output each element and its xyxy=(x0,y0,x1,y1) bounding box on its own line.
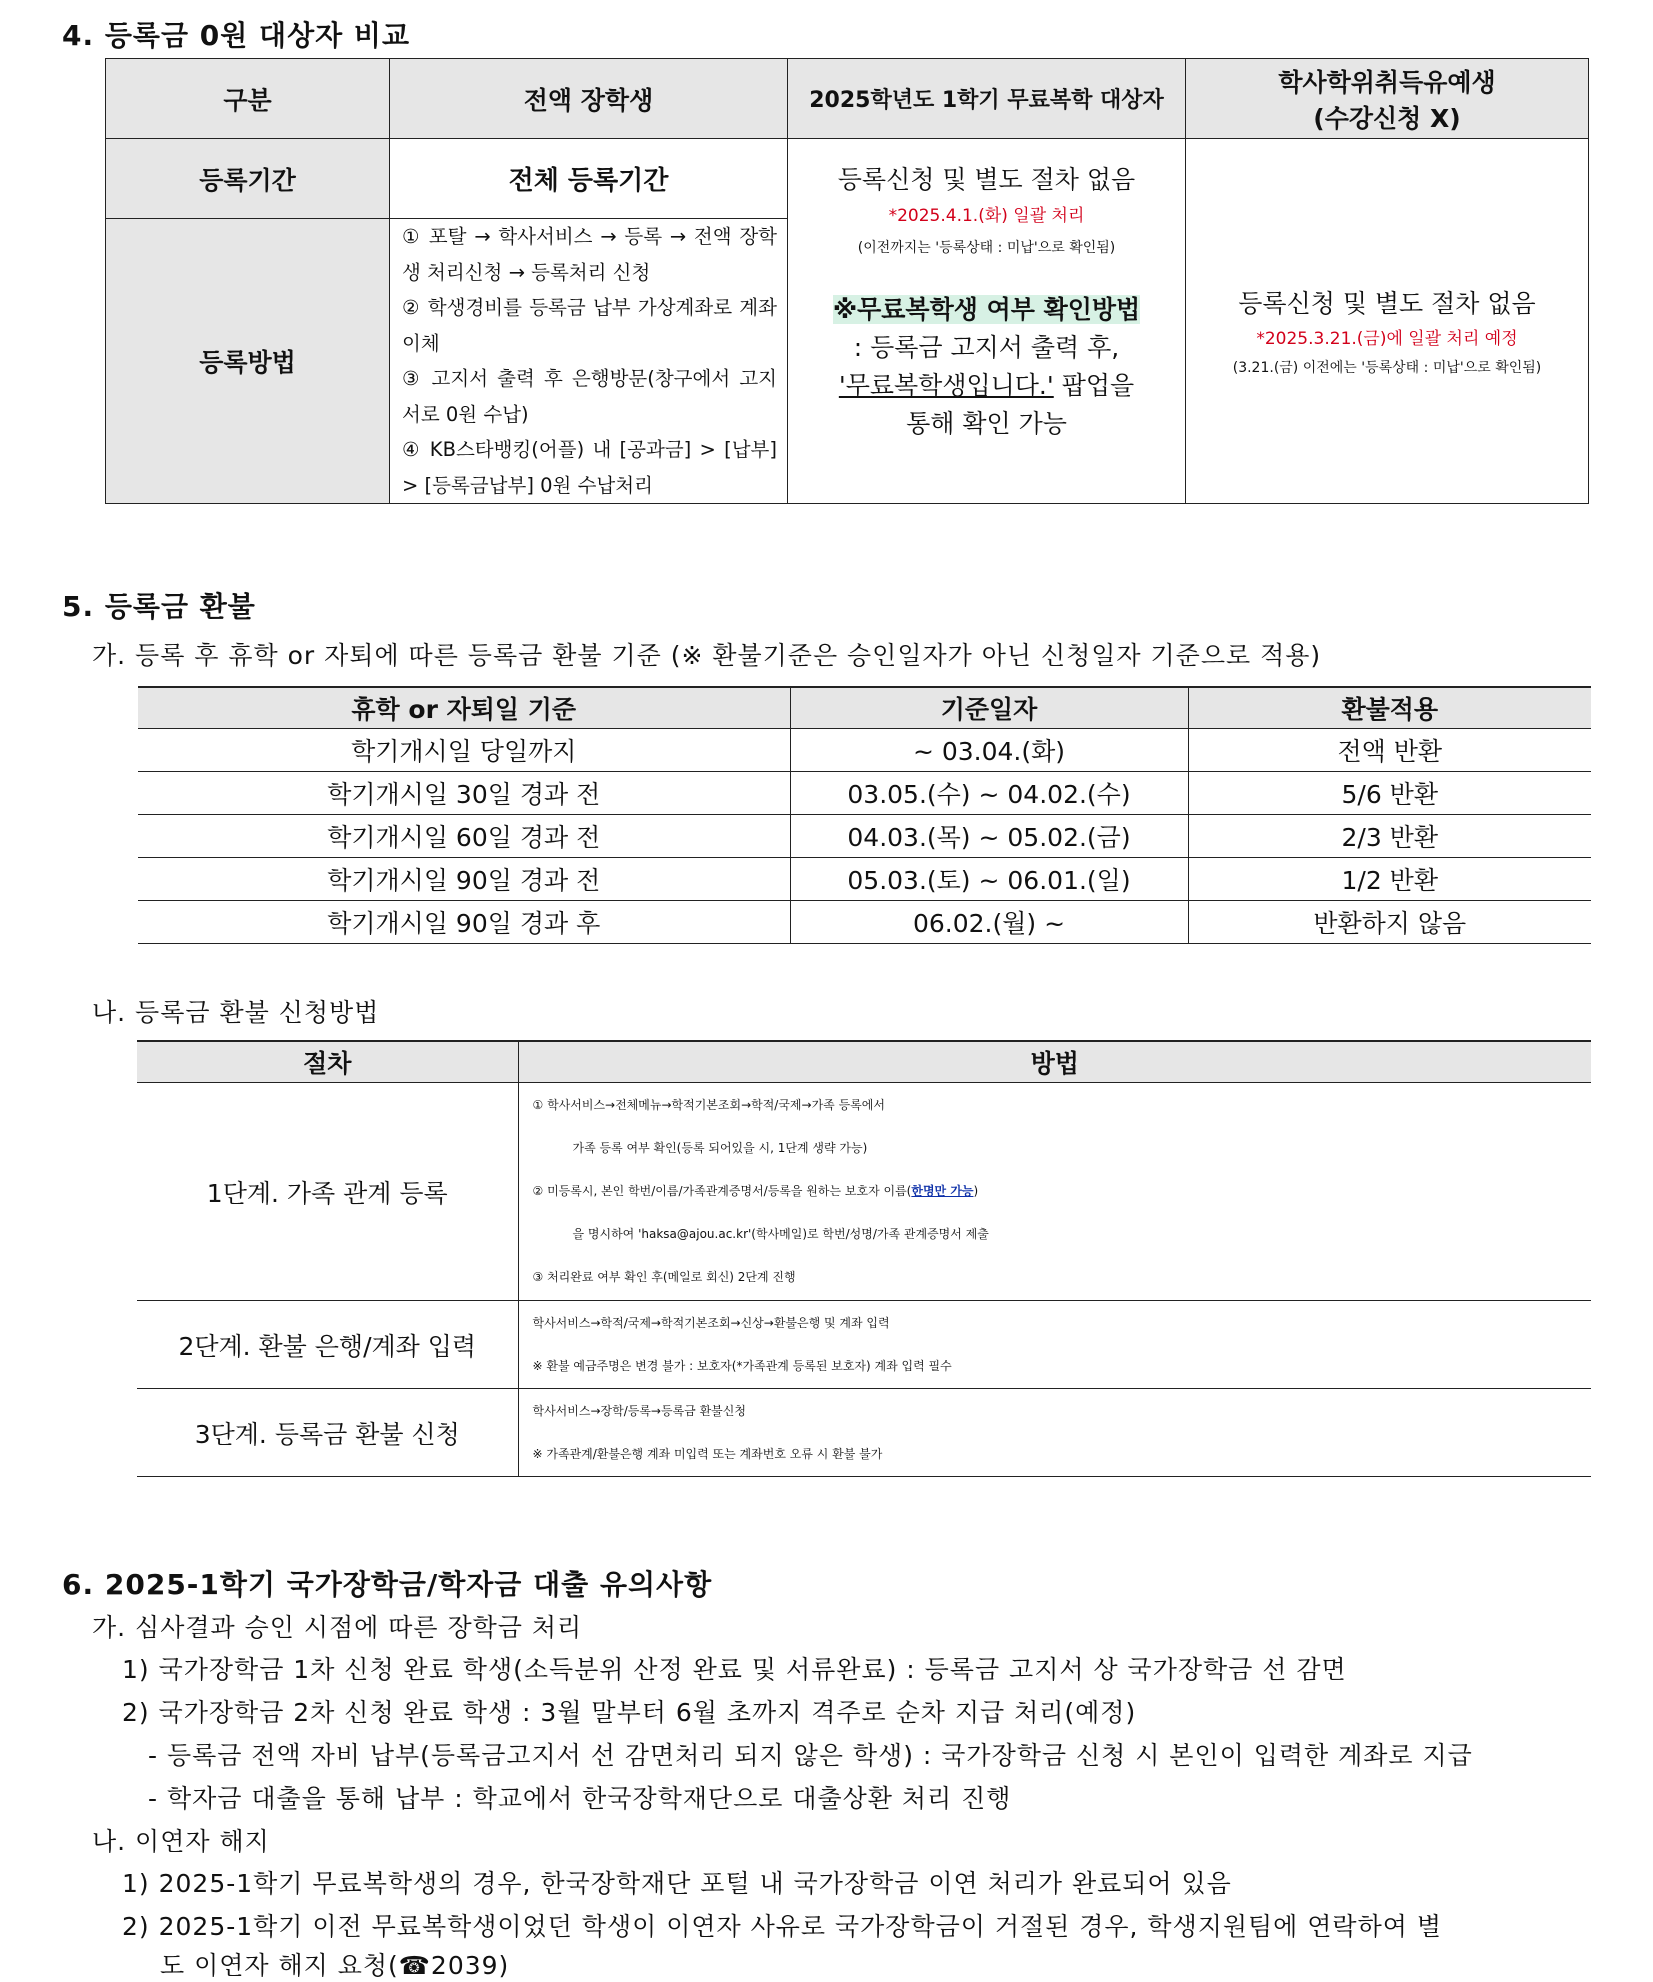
free-return-cell xyxy=(788,139,1186,504)
sec6-na1: 1) 2025-1학기 무료복학생의 경우, 한국장학재단 포털 내 국가장학금 이연 처리가 완료되어 있음 xyxy=(122,1869,1232,1898)
table-row xyxy=(137,1301,1591,1389)
method-step-1: ① 포탈 → 학사서비스 → 등록 → 전액 장학생 처리신청 → 등록처리 신청 xyxy=(402,225,777,284)
deferred-small-note: (3.21.(금) 이전에는 '등록상태 : 미납'으로 확인됨) xyxy=(1232,360,1542,376)
refund-header-date: 기준일자 xyxy=(790,687,1188,729)
table-row xyxy=(138,772,1591,815)
refund-basis: 학기개시일 30일 경과 전 xyxy=(138,772,790,815)
stage2-label: 2단계. 환불 은행/계좌 입력 xyxy=(137,1301,518,1389)
section6-title: 6. 2025-1학기 국가장학금/학자금 대출 유의사항 xyxy=(62,1568,713,1601)
stage3-method xyxy=(518,1389,1591,1477)
stage2-method xyxy=(518,1301,1591,1389)
refund-criteria-heading: 가. 등록 후 휴학 or 자퇴에 따른 등록금 환불 기준 (※ 환불기준은 승인일자가 아닌 신청일자 기준으로 적용) xyxy=(92,641,1322,670)
header-deferred xyxy=(1186,59,1589,139)
check-method-title: ※무료복학생 여부 확인방법 xyxy=(832,295,1141,324)
method-step-4: ④ KB스타뱅킹(어플) 내 [공과금] > [납부] > [등록금납부] 0원 수납처리 xyxy=(402,438,777,497)
refund-date: ~ 03.04.(화) xyxy=(790,729,1188,772)
refund-date: 05.03.(토) ~ 06.01.(일) xyxy=(790,858,1188,901)
stage1-line4: 을 명시하여 'haksa@ajou.ac.kr'(학사메일)로 학번/성명/가족 관계증명서 제출 xyxy=(572,1227,989,1241)
section4-title: 4. 등록금 0원 대상자 비교 xyxy=(62,19,411,52)
sec6-ga2a: - 등록금 전액 자비 납부(등록금고지서 선 감면처리 되지 않은 학생) : 국가장학금 신청 시 본인이 입력한 계좌로 지급 xyxy=(148,1741,1473,1770)
stage1-label: 1단계. 가족 관계 등록 xyxy=(137,1083,518,1301)
popup-message: '무료복학생입니다.' xyxy=(838,371,1054,400)
sec6-na2b: 도 이연자 해지 요청(☎2039) xyxy=(160,1951,510,1980)
stage1-method xyxy=(518,1083,1591,1301)
sec6-ga2: 2) 국가장학금 2차 신청 완료 학생 : 3월 말부터 6월 초까지 격주로 순차 지급 처리(예정) xyxy=(122,1698,1137,1727)
refund-basis: 학기개시일 90일 경과 후 xyxy=(138,901,790,944)
check-method-line1: : 등록금 고지서 출력 후, xyxy=(853,333,1120,362)
sec6-ga: 가. 심사결과 승인 시점에 따른 장학금 처리 xyxy=(92,1613,583,1642)
free-return-red-note: *2025.4.1.(화) 일괄 처리 xyxy=(888,206,1085,226)
refund-procedure-table xyxy=(137,1040,1591,1477)
table-row xyxy=(138,858,1591,901)
stage3-label: 3단계. 등록금 환불 신청 xyxy=(137,1389,518,1477)
stage3-line1: 학사서비스→장학/등록→등록금 환불신청 xyxy=(532,1403,746,1418)
refund-date: 03.05.(수) ~ 04.02.(수) xyxy=(790,772,1188,815)
refund-apply: 반환하지 않음 xyxy=(1188,901,1591,944)
header-free-return: 2025학년도 1학기 무료복학 대상자 xyxy=(788,59,1186,139)
sec6-na: 나. 이연자 해지 xyxy=(92,1827,270,1856)
header-category: 구분 xyxy=(106,59,390,139)
free-return-line1: 등록신청 및 별도 절차 없음 xyxy=(837,165,1136,194)
check-method-line4: 통해 확인 가능 xyxy=(906,409,1067,438)
refund-procedure-heading: 나. 등록금 환불 신청방법 xyxy=(92,998,380,1027)
refund-basis: 학기개시일 90일 경과 전 xyxy=(138,858,790,901)
refund-date: 06.02.(월) ~ xyxy=(790,901,1188,944)
method-step-3: ③ 고지서 출력 후 은행방문(창구에서 고지서로 0원 수납) xyxy=(402,367,777,426)
stage1-line1: ① 학사서비스→전체메뉴→학적기본조회→학적/국제→가족 등록에서 xyxy=(532,1098,885,1112)
proc-header-step: 절차 xyxy=(137,1041,518,1083)
deferred-cell xyxy=(1186,139,1589,504)
full-scholar-period: 전체 등록기간 xyxy=(390,139,788,219)
refund-header-basis: 휴학 or 자퇴일 기준 xyxy=(138,687,790,729)
deferred-line1: 등록신청 및 별도 절차 없음 xyxy=(1238,289,1536,318)
stage1-line5: ③ 처리완료 여부 확인 후(메일로 회신) 2단계 진행 xyxy=(532,1270,796,1284)
method-step-2: ② 학생경비를 등록금 납부 가상계좌로 계좌이체 xyxy=(402,296,777,355)
refund-header-apply: 환불적용 xyxy=(1188,687,1591,729)
row-method-label: 등록방법 xyxy=(106,219,390,504)
stage2-line2: ※ 환불 예금주명은 변경 불가 : 보호자(*가족관계 등록된 보호자) 계좌 입력 필수 xyxy=(532,1358,952,1373)
stage1-line2: 가족 등록 여부 확인(등록 되어있을 시, 1단계 생략 가능) xyxy=(572,1141,868,1155)
refund-apply: 1/2 반환 xyxy=(1188,858,1591,901)
refund-apply: 5/6 반환 xyxy=(1188,772,1591,815)
table-row xyxy=(137,1083,1591,1301)
stage1-line3a: ② 미등록시, 본인 학번/이름/가족관계증명서/등록을 원하는 보호자 이름( xyxy=(532,1184,912,1198)
refund-apply: 2/3 반환 xyxy=(1188,815,1591,858)
table-row xyxy=(138,815,1591,858)
stage1-line3c: ) xyxy=(973,1184,979,1198)
sec6-ga1: 1) 국가장학금 1차 신청 완료 학생(소득분위 산정 완료 및 서류완료) : 등록금 고지서 상 국가장학금 선 감면 xyxy=(122,1655,1347,1684)
free-return-small-note: (이전까지는 '등록상태 : 미납'으로 확인됨) xyxy=(857,240,1116,256)
refund-criteria-table xyxy=(138,686,1591,944)
deferred-red-note: *2025.3.21.(금)에 일괄 처리 예정 xyxy=(1256,329,1518,349)
refund-basis: 학기개시일 60일 경과 전 xyxy=(138,815,790,858)
refund-apply: 전액 반환 xyxy=(1188,729,1591,772)
refund-date: 04.03.(목) ~ 05.02.(금) xyxy=(790,815,1188,858)
proc-header-method: 방법 xyxy=(518,1041,1591,1083)
stage3-line2: ※ 가족관계/환불은행 계좌 미입력 또는 계좌번호 오류 시 환불 불가 xyxy=(532,1446,883,1461)
check-method-popup: 팝업을 xyxy=(1061,371,1135,400)
sec6-ga2b: - 학자금 대출을 통해 납부 : 학교에서 한국장학재단으로 대출상환 처리 진행 xyxy=(148,1784,1012,1813)
header-deferred-line2: (수강신청 X) xyxy=(1313,103,1461,133)
refund-basis: 학기개시일 당일까지 xyxy=(138,729,790,772)
zero-tuition-comparison-table xyxy=(105,58,1589,504)
section5-title: 5. 등록금 환불 xyxy=(62,590,256,623)
header-deferred-line1: 학사학위취득유예생 xyxy=(1278,67,1496,97)
header-full-scholar: 전액 장학생 xyxy=(390,59,788,139)
table-row xyxy=(138,729,1591,772)
sec6-na2: 2) 2025-1학기 이전 무료복학생이었던 학생이 이연자 사유로 국가장학금이 거절된 경우, 학생지원팀에 연락하여 별 xyxy=(122,1912,1442,1941)
one-guardian-only: 한명만 가능 xyxy=(911,1184,974,1198)
table-row xyxy=(137,1389,1591,1477)
table-row xyxy=(138,901,1591,944)
full-scholar-method-steps xyxy=(390,219,788,504)
row-period-label: 등록기간 xyxy=(106,139,390,219)
stage2-line1: 학사서비스→학적/국제→학적기본조회→신상→환불은행 및 계좌 입력 xyxy=(532,1315,890,1330)
